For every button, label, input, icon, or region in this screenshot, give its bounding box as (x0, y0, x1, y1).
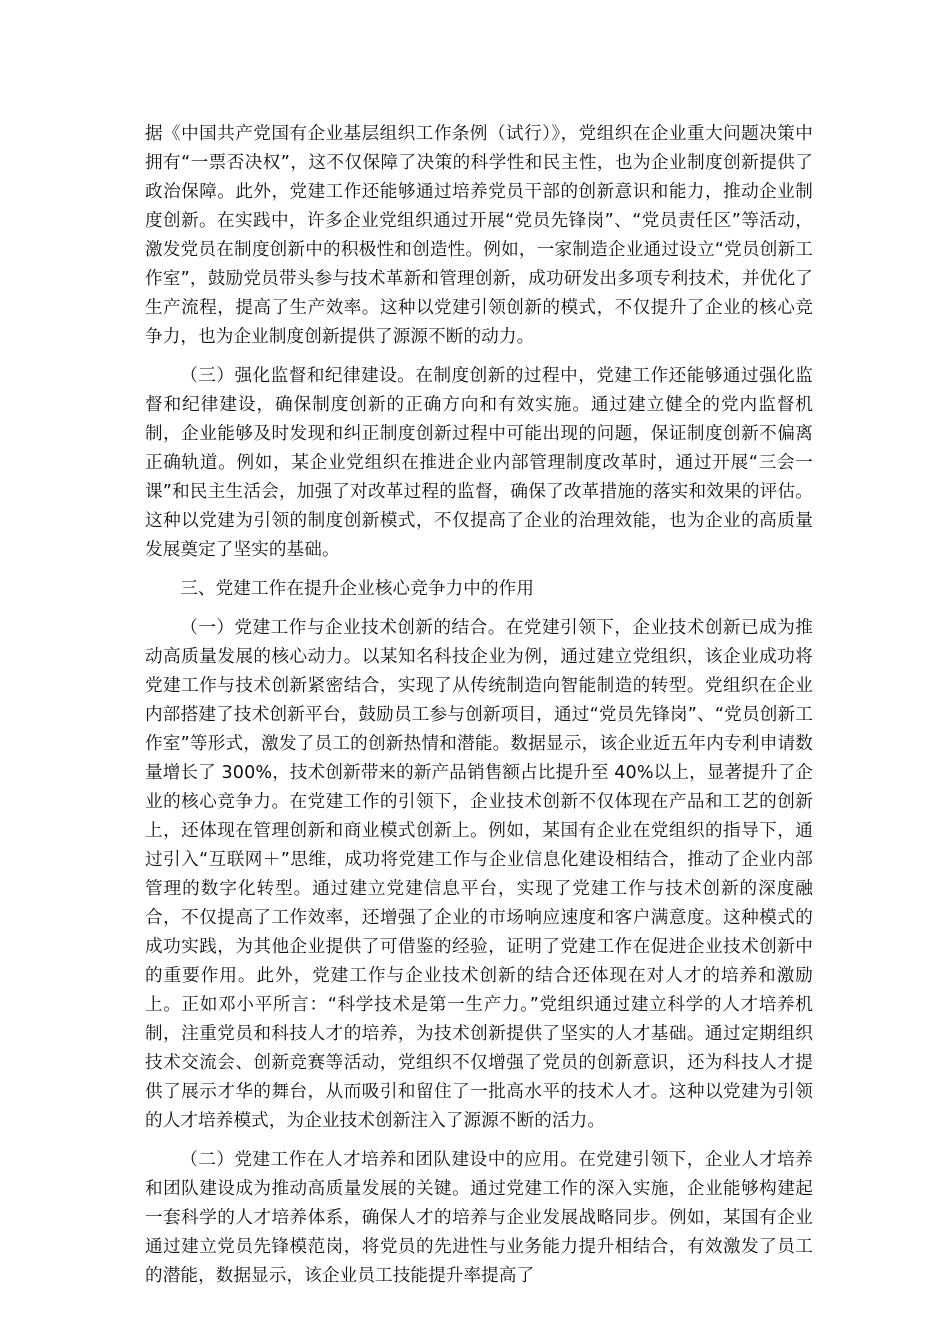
document-page (145, 120, 813, 1301)
paragraph-talent-training: （二）党建工作在人才培养和团队建设中的应用。在党建引领下，企业人才培养和团队建设成为推动高质量发展的关键。通过党建工作的深入实施，企业能够构建起一套科学的人才培养体系，确保人才的培养与企业发展战略同步。例如，某国有企业通过建立党员先锋模范岗，将党员的先进性与业务能力提升相结合，有效激发了员工的潜能，数据显示，该企业员工技能提升率提高了 (145, 1150, 813, 1286)
paragraph-section-three: （三）强化监督和纪律建设。在制度创新的过程中，党建工作还能够通过强化监督和纪律建设，确保制度创新的正确方向和有效实施。通过建立健全的党内监督机制，企业能够及时发现和纠正制度创新过程中可能出现的问题，保证制度创新不偏离正确轨道。例如，某企业党组织在推进企业内部管理制度改革时，通过开展“三会一课”和民主生活会，加强了对改革过程的监督，确保了改革措施的落实和效果的评估。这种以党建为引领的制度创新模式，不仅提高了企业的治理效能，也为企业的高质量发展奠定了坚实的基础。 (145, 366, 813, 560)
section-heading: 三、党建工作在提升企业核心竞争力中的作用 (180, 579, 535, 599)
paragraph-continued: 据《中国共产党国有企业基层组织工作条例（试行）》，党组织在企业重大问题决策中拥有“一票否决权”，这不仅保障了决策的科学性和民主性，也为企业制度创新提供了政治保障。此外，党建工作还能够通过培养党员干部的创新意识和能力，推动企业制度创新。在实践中，许多企业党组织通过开展“党员先锋岗”、“党员责任区”等活动，激发党员在制度创新中的积极性和创造性。例如，一家制造企业通过设立“党员创新工作室”，鼓励党员带头参与技术革新和管理创新，成功研发出多项专利技术，并优化了生产流程，提高了生产效率。这种以党建引领创新的模式，不仅提升了企业的核心竞争力，也为企业制度创新提供了源源不断的动力。 (145, 124, 813, 347)
paragraph-tech-innovation: （一）党建工作与企业技术创新的结合。在党建引领下，企业技术创新已成为推动高质量发展的核心动力。以某知名科技企业为例，通过建立党组织，该企业成功将党建工作与技术创新紧密结合，实现了从传统制造向智能制造的转型。党组织在企业内部搭建了技术创新平台，鼓励员工参与创新项目，通过“党员先锋岗”、“党员创新工作室”等形式，激发了员工的创新热情和潜能。数据显示，该企业近五年内专利申请数量增长了 300%，技术创新带来的新产品销售额占比提升至 40%以上，显著提升了企业的核心竞争力。在党建工作的引领下，企业技术创新不仅体现在产品和工艺的创新上，还体现在管理创新和商业模式创新上。例如，某国有企业在党组织的指导下，通过引入“互联网＋”思维，成功将党建工作与企业信息化建设相结合，推动了企业内部管理的数字化转型。通过建立党建信息平台，实现了党建工作与技术创新的深度融合，不仅提高了工作效率，还增强了企业的市场响应速度和客户满意度。这种模式的成功实践，为其他企业提供了可借鉴的经验，证明了党建工作在促进企业技术创新中的重要作用。此外，党建工作与企业技术创新的结合还体现在对人才的培养和激励上。正如邓小平所言：“科学技术是第一生产力。”党组织通过建立科学的人才培养机制，注重党员和科技人才的培养，为技术创新提供了坚实的人才基础。通过定期组织技术交流会、创新竞赛等活动，党组织不仅增强了党员的创新意识，还为科技人才提供了展示才华的舞台，从而吸引和留住了一批高水平的技术人才。这种以党建为引领的人才培养模式，为企业技术创新注入了源源不断的活力。 (145, 618, 813, 1131)
